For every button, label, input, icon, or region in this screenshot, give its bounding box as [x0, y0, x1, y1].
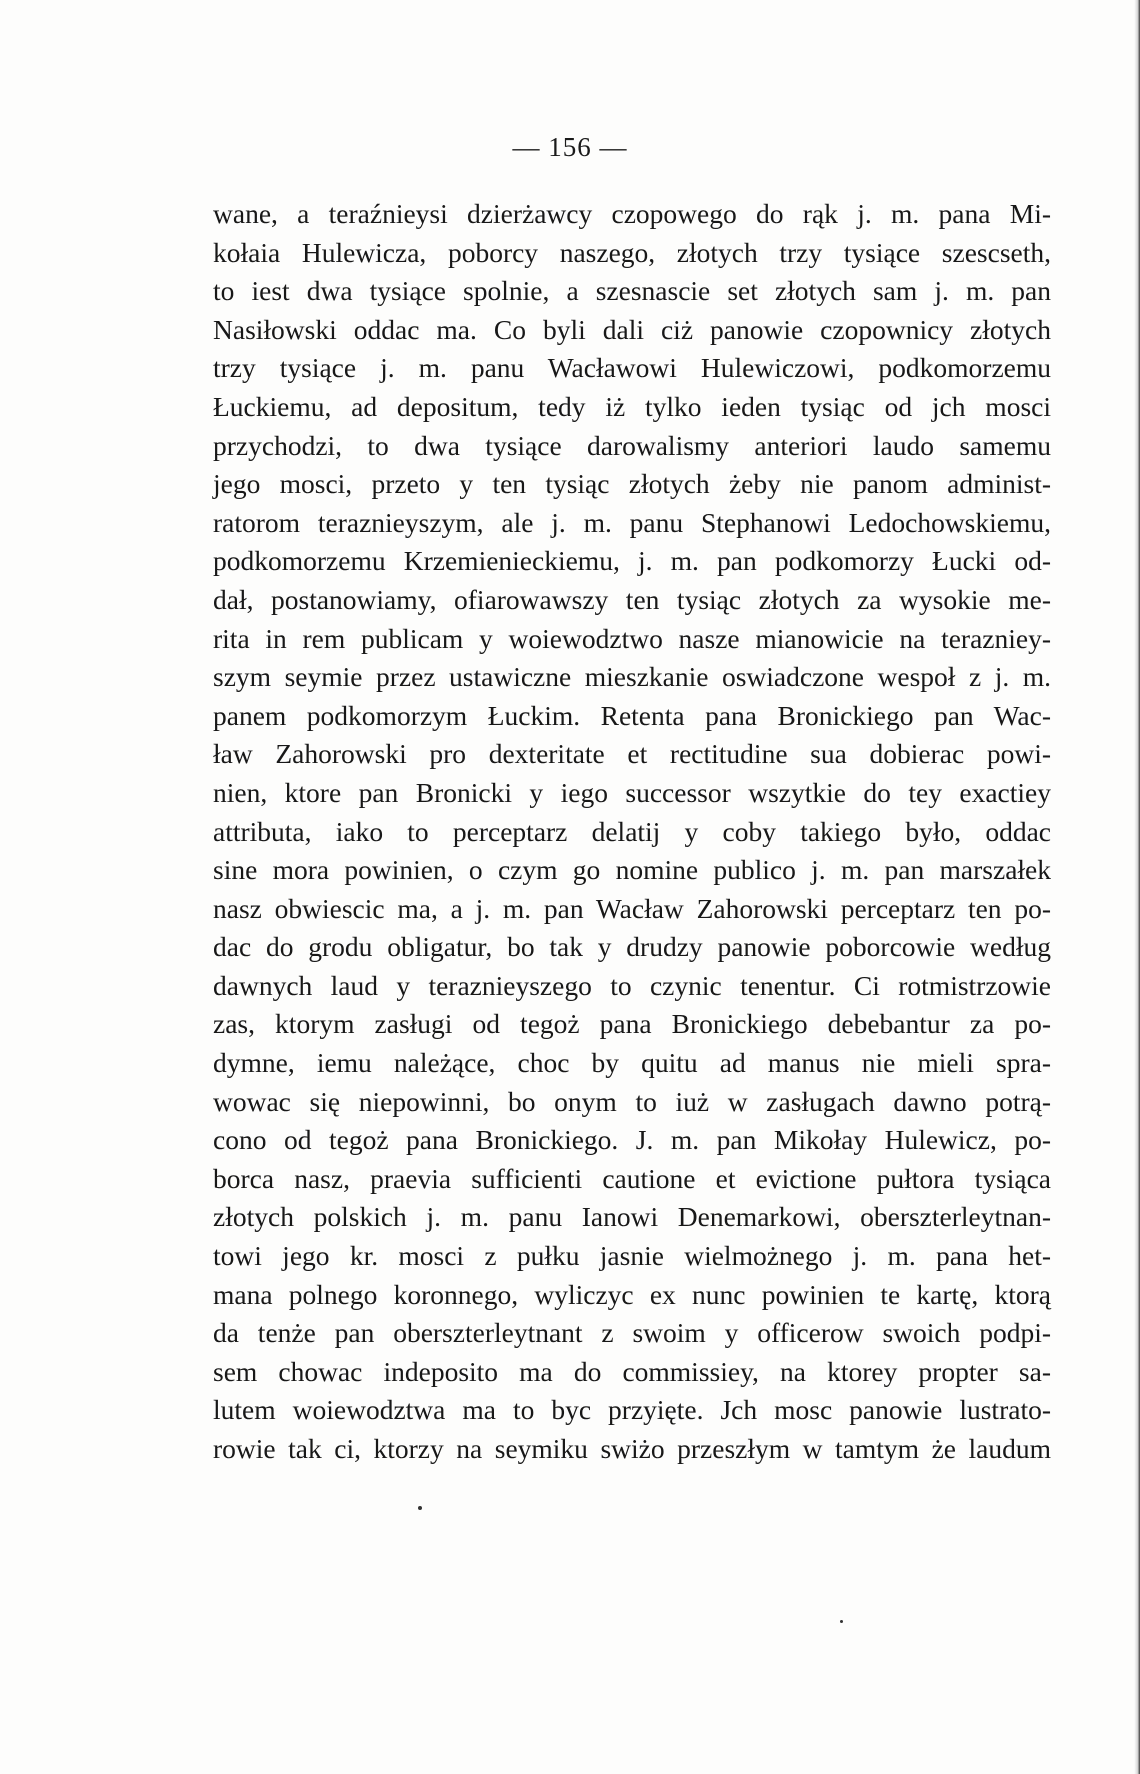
- text-line: złotych polskich j. m. panu Ianowi Denemarkowi, oberszterleytnan-: [213, 1201, 1051, 1233]
- text-line: sine mora powinien, o czym go nomine publico j. m. pan marszałek: [213, 854, 1051, 886]
- body-text: [213, 195, 1051, 1469]
- text-line: ław Zahorowski pro dexteritate et rectitudine sua dobierac powi-: [213, 738, 1051, 770]
- text-line: wane, a teraźnieysi dzierżawcy czopowego do rąk j. m. pana Mi-: [213, 198, 1051, 229]
- text-line: Łuckiemu, ad depositum, tedy iż tylko ieden tysiąc od jch mosci: [213, 390, 1051, 422]
- text-line: nasz obwiescic ma, a j. m. pan Wacław Zahorowski perceptarz ten po-: [213, 892, 1051, 924]
- text-line: cono od tegoż pana Bronickiego. J. m. pan Mikołay Hulewicz, po-: [213, 1124, 1051, 1156]
- text-line: rita in rem publicam y woiewodztwo nasze mianowicie na terazniey-: [213, 622, 1051, 654]
- text-line: zas, ktorym zasługi od tegoż pana Bronickiego debebantur za po-: [213, 1008, 1051, 1040]
- text-line: towi jego kr. mosci z pułku jasnie wielmożnego j. m. pana het-: [213, 1240, 1051, 1272]
- scan-speck: [840, 1620, 843, 1623]
- text-line: to iest dwa tysiące spolnie, a szesnascie set złotych sam j. m. pan: [213, 275, 1051, 307]
- text-line: przychodzi, to dwa tysiące darowalismy anteriori laudo samemu: [213, 429, 1051, 461]
- text-line: rowie tak ci, ktorzy na seymiku swiżo przeszłym w tamtym że laudum: [213, 1433, 1051, 1464]
- text-line: borca nasz, praevia sufficienti cautione et evictione pułtora tysiąca: [213, 1162, 1051, 1194]
- text-line: Nasiłowski oddac ma. Co byli dali ciż panowie czopownicy złotych: [213, 313, 1051, 345]
- text-line: dawnych laud y teraznieyszego to czynic tenentur. Ci rotmistrzowie: [213, 969, 1051, 1001]
- text-line: mana polnego koronnego, wyliczyc ex nunc powinien te kartę, ktorą: [213, 1278, 1051, 1310]
- text-line: attributa, iako to perceptarz delatij y coby takiego było, oddac: [213, 815, 1051, 847]
- text-line: szym seymie przez ustawiczne mieszkanie oswiadczone wespoł z j. m.: [213, 661, 1051, 693]
- text-line: nien, ktore pan Bronicki y iego successor wszytkie do tey exactiey: [213, 776, 1051, 808]
- text-line: podkomorzemu Krzemienieckiemu, j. m. pan podkomorzy Łucki od-: [213, 545, 1051, 577]
- text-line: dał, postanowiamy, ofiarowawszy ten tysiąc złotych za wysokie me-: [213, 583, 1051, 615]
- page-edge-shadow: [1134, 0, 1140, 1774]
- text-line: lutem woiewodztwa ma to byc przyięte. Jch mosc panowie lustrato-: [213, 1394, 1051, 1426]
- text-line: panem podkomorzym Łuckim. Retenta pana Bronickiego pan Wac-: [213, 699, 1051, 731]
- text-line: kołaia Hulewicza, poborcy naszego, złotych trzy tysiące szescseth,: [213, 236, 1051, 268]
- page-number: — 156 —: [512, 132, 628, 162]
- text-line: da tenże pan oberszterleytnant z swoim y officerow swoich podpi-: [213, 1317, 1051, 1349]
- scan-speck: [418, 1506, 422, 1510]
- text-line: wowac się niepowinni, bo onym to iuż w zasługach dawno potrą-: [213, 1085, 1051, 1117]
- text-line: trzy tysiące j. m. panu Wacławowi Hulewiczowi, podkomorzemu: [213, 352, 1051, 384]
- text-line: dac do grodu obligatur, bo tak y drudzy panowie poborcowie według: [213, 931, 1051, 963]
- text-line: sem chowac indeposito ma do commissiey, na ktorey propter sa-: [213, 1355, 1051, 1387]
- text-line: jego mosci, przeto y ten tysiąc złotych żeby nie panom administ-: [213, 468, 1051, 500]
- text-line: dymne, iemu należące, choc by quitu ad manus nie mieli spra-: [213, 1047, 1051, 1079]
- text-line: ratorom teraznieyszym, ale j. m. panu Stephanowi Ledochowskiemu,: [213, 506, 1051, 538]
